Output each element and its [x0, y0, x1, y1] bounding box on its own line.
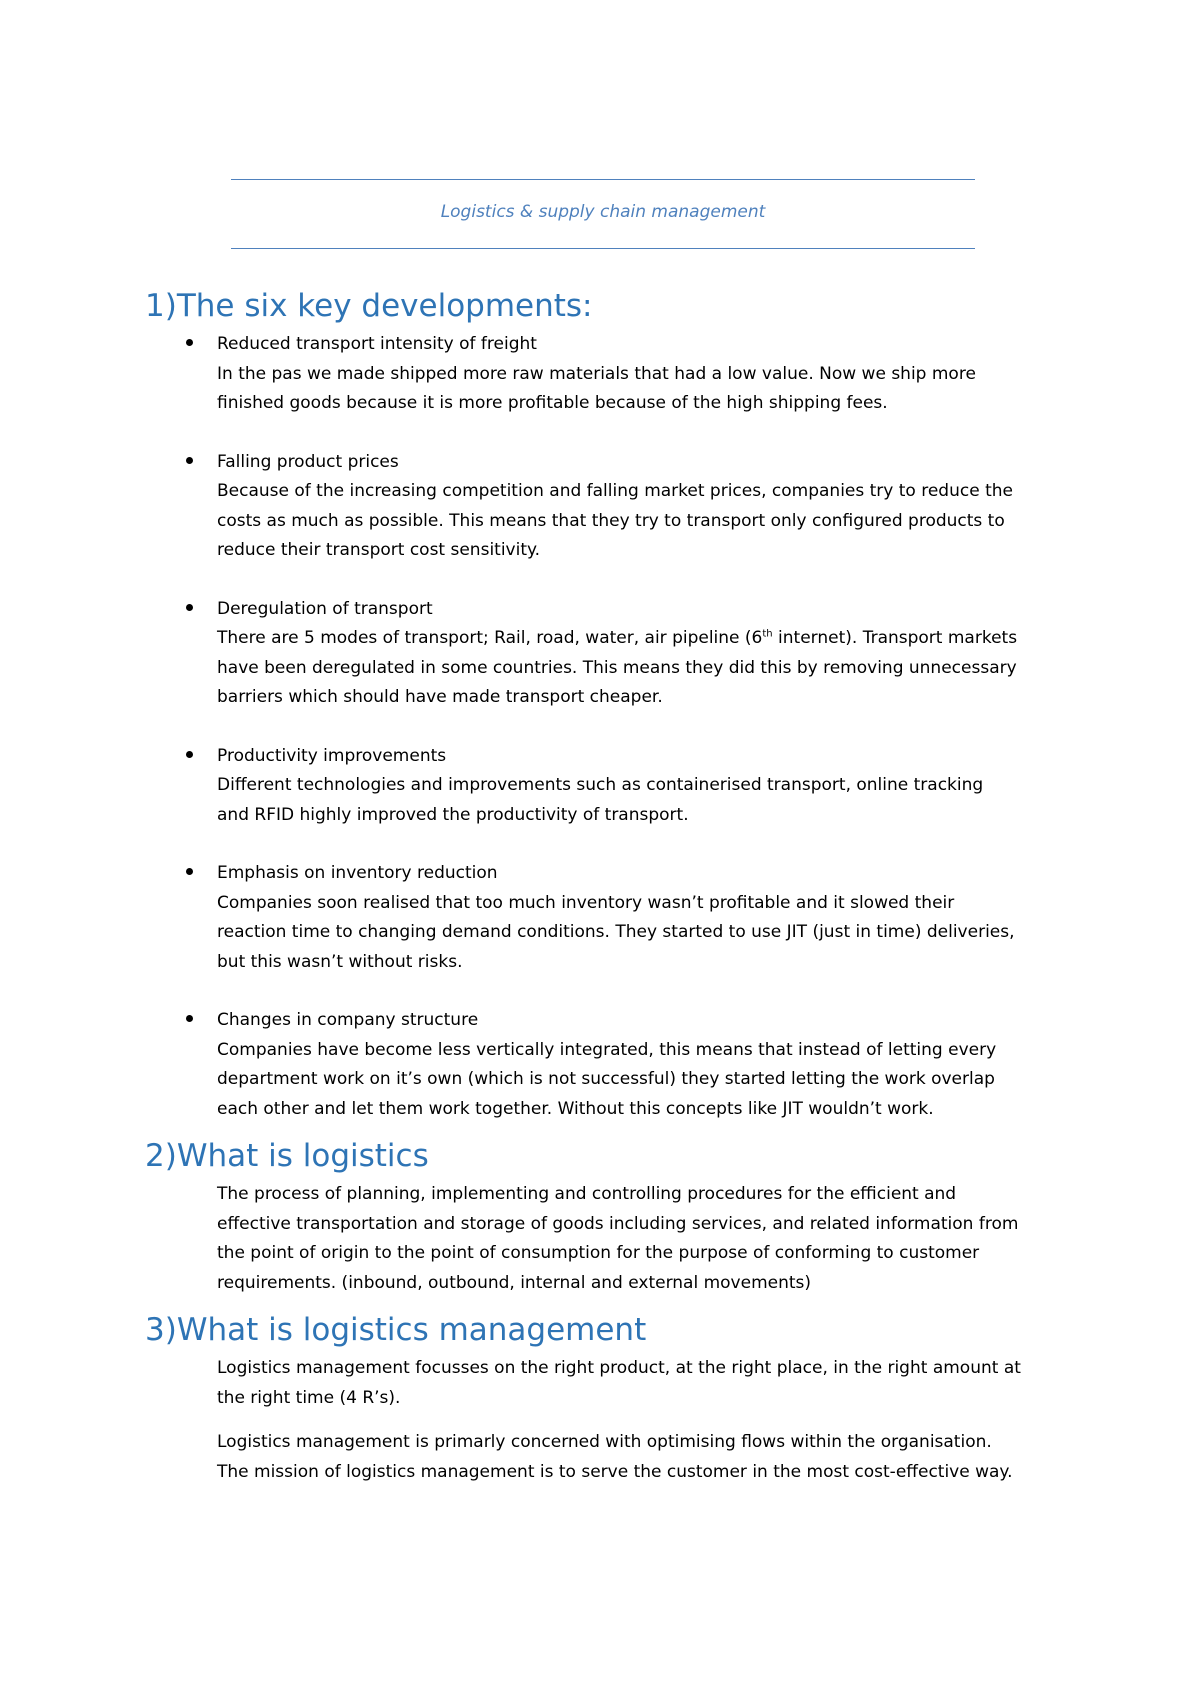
title-top-rule [231, 179, 975, 180]
item-text-line: finished goods because it is more profitable because of the high shipping fees. [217, 393, 888, 413]
text-line: the point of origin to the point of consumption for the purpose of conforming to customer [217, 1243, 980, 1263]
text-line: the right time (4 R’s). [217, 1387, 401, 1408]
item-text-line [217, 624, 1065, 654]
item-text-line: In the pas we made shipped more raw materials that had a low value. Now we ship more [217, 363, 976, 384]
section-six-key-developments [145, 288, 1065, 1124]
section-body [145, 1354, 1065, 1487]
item-title: Falling product prices [217, 451, 399, 472]
item-text-line: costs as much as possible. This means that they try to transport only configured products to [217, 510, 1005, 531]
bullet-icon [186, 1015, 193, 1022]
list-item [145, 859, 1065, 977]
item-text-line: Companies have become less vertically integrated, this means that instead of letting every [217, 1039, 997, 1060]
list-item [145, 742, 1065, 831]
bullet-icon [186, 457, 193, 464]
list-item [145, 448, 1065, 566]
superscript: th [762, 628, 773, 640]
paragraph [217, 1428, 1065, 1487]
item-title: Deregulation of transport [217, 598, 433, 619]
item-text-line: barriers which should have made transport cheaper. [217, 687, 663, 707]
section-heading: 2)What is logistics [145, 1138, 429, 1174]
text-line: effective transportation and storage of goods including services, and related information from [217, 1213, 1019, 1234]
item-text-line: reduce their transport cost sensitivity. [217, 540, 541, 560]
developments-list [145, 330, 1065, 1124]
document-title: Logistics & supply chain management [440, 202, 766, 222]
section-what-is-logistics [145, 1138, 1065, 1298]
list-item [145, 595, 1065, 713]
item-title: Reduced transport intensity of freight [217, 334, 537, 354]
text-line: requirements. (inbound, outbound, internal and external movements) [217, 1272, 812, 1293]
section-heading: 1)The six key developments: [145, 288, 593, 324]
item-title: Productivity improvements [217, 745, 447, 766]
item-text-line: Different technologies and improvements such as containerised transport, online tracking [217, 775, 984, 795]
item-text-line: Because of the increasing competition and falling market prices, companies try to reduce the [217, 481, 1013, 501]
section-heading: 3)What is logistics management [145, 1312, 647, 1348]
item-text-line: reaction time to changing demand conditions. They started to use JIT (just in time) deliveries, [217, 922, 1015, 942]
text-segment: internet). Transport markets [772, 628, 1018, 648]
item-title: Emphasis on inventory reduction [217, 863, 498, 883]
paragraph [217, 1354, 1065, 1413]
text-line: Logistics management focusses on the right product, at the right place, in the right amount at [217, 1358, 1021, 1378]
item-text-line: each other and let them work together. Without this concepts like JIT wouldn’t work. [217, 1098, 934, 1119]
text-line: Logistics management is primarly concerned with optimising flows within the organisation. [217, 1432, 992, 1452]
bullet-icon [186, 604, 193, 611]
item-text-line: have been deregulated in some countries. This means they did this by removing unnecessary [217, 657, 1017, 678]
bullet-icon [186, 751, 193, 758]
list-item [145, 1006, 1065, 1124]
text-line: The process of planning, implementing and controlling procedures for the efficient and [217, 1184, 957, 1204]
section-body [145, 1180, 1065, 1298]
list-item [145, 330, 1065, 419]
item-text-line: and RFID highly improved the productivity of transport. [217, 804, 689, 825]
bullet-icon [186, 339, 193, 346]
section-what-is-logistics-management [145, 1312, 1065, 1487]
text-segment: There are 5 modes of transport; Rail, road, water, air pipeline (6 [217, 628, 763, 648]
title-bottom-rule [231, 248, 975, 249]
item-text-line: but this wasn’t without risks. [217, 951, 463, 972]
item-text-line: Companies soon realised that too much inventory wasn’t profitable and it slowed their [217, 892, 955, 913]
text-line: The mission of logistics management is to serve the customer in the most cost-effective way. [217, 1461, 1013, 1482]
item-text-line: department work on it’s own (which is not successful) they started letting the work overlap [217, 1069, 995, 1089]
item-title: Changes in company structure [217, 1010, 479, 1030]
bullet-icon [186, 868, 193, 875]
document-body [145, 288, 1065, 1502]
